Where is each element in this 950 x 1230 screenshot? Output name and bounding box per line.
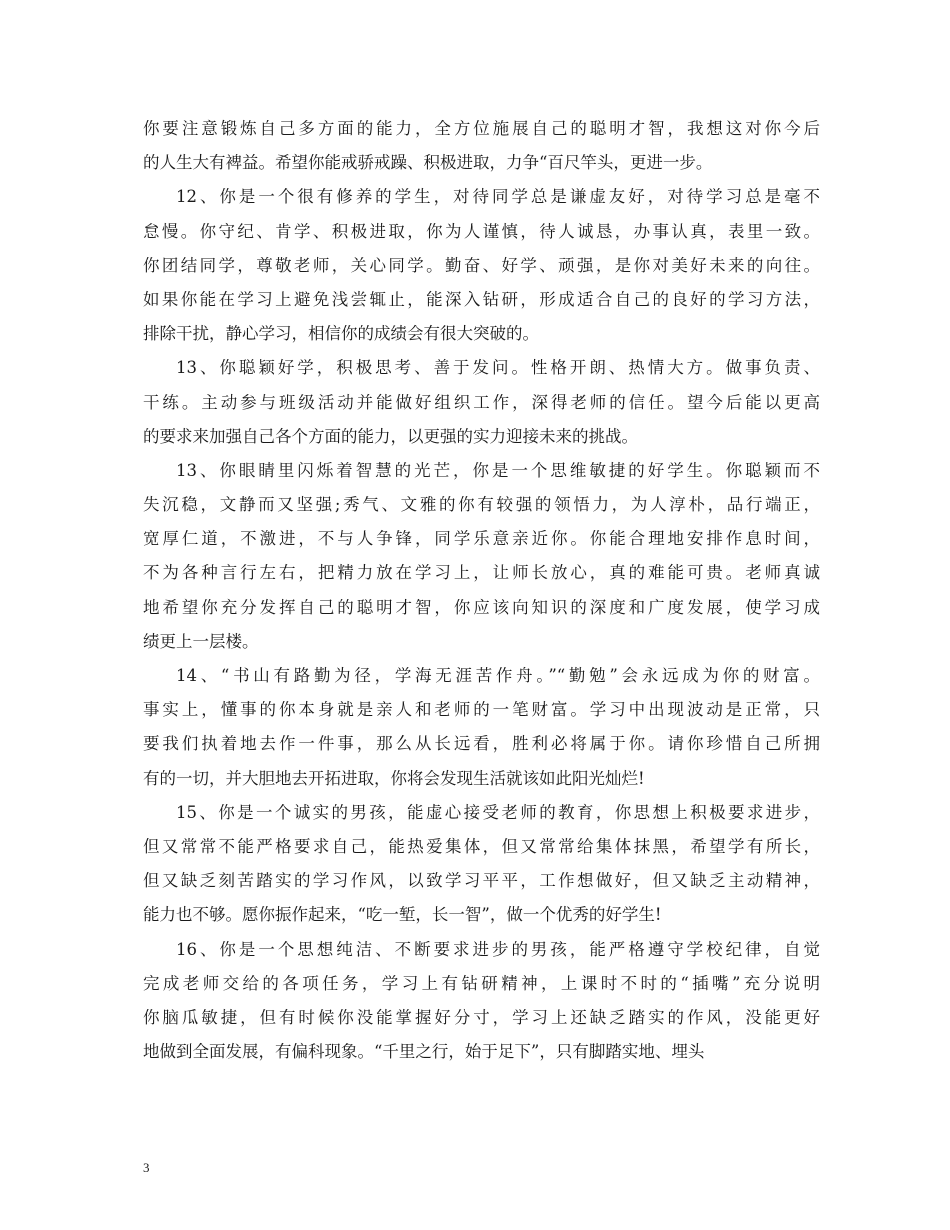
paragraph (143, 933, 820, 1070)
text-line: 有的一切，并大胆地去开拓进取，你将会发现生活就该如此阳光灿烂! (143, 768, 645, 788)
text-line: 16、你是一个思想纯洁、不断要求进步的男孩，能严格遵守学校纪律，自觉 (176, 939, 820, 959)
text-line: 不为各种言行左右，把精力放在学习上，让师长放心，真的难能可贵。老师真诚 (143, 563, 820, 583)
text-line: 事实上，懂事的你本身就是亲人和老师的一笔财富。学习中出现波动是正常，只 (143, 700, 820, 720)
text-line: 如果你能在学习上避免浅尝辄止，能深入钻研，形成适合自己的良好的学习方法， (143, 289, 820, 309)
text-line: 14、“书山有路勤为径，学海无涯苦作舟。”“勤勉”会永远成为你的财富。 (176, 666, 820, 685)
text-line: 你脑瓜敏捷，但有时候你没能掌握好分寸，学习上还缺乏踏实的作风，没能更好 (143, 1007, 820, 1027)
text-line: 的人生大有裨益。希望你能戒骄戒躁、积极进取，力争“百尺竿头，更进一步。 (143, 153, 713, 173)
paragraph (143, 112, 820, 180)
paragraph (143, 659, 820, 796)
text-line: 绩更上一层楼。 (143, 631, 259, 651)
paragraph (143, 796, 820, 933)
text-line: 15、你是一个诚实的男孩，能虚心接受老师的教育，你思想上积极要求进步， (176, 802, 820, 822)
page-number: 3 (143, 1160, 150, 1175)
text-line: 排除干扰，静心学习，相信你的成绩会有很大突破的。 (143, 324, 539, 344)
text-line: 但又常常不能严格要求自己，能热爱集体，但又常常给集体抹黑，希望学有所长， (143, 836, 820, 856)
text-line: 怠慢。你守纪、肯学、积极进取，你为人谨慎，待人诚恳，办事认真，表里一致。 (143, 221, 820, 241)
text-line: 12、你是一个很有修养的学生，对待同学总是谦虚友好，对待学习总是毫不 (176, 187, 820, 207)
text-line: 但又缺乏刻苦踏实的学习作风，以致学习平平，工作想做好，但又缺乏主动精神， (143, 871, 820, 891)
text-line: 的要求来加强自己各个方面的能力，以更强的实力迎接未来的挑战。 (143, 426, 638, 446)
text-line: 你团结同学，尊敬老师，关心同学。勤奋、好学、顽强，是你对美好未来的向往。 (143, 255, 820, 275)
text-line: 完成老师交给的各项任务，学习上有钻研精神，上课时不时的“插嘴”充分说明 (143, 973, 820, 993)
paragraph (143, 351, 820, 454)
text-line: 宽厚仁道，不激进，不与人争锋，同学乐意亲近你。你能合理地安排作息时间， (143, 529, 820, 549)
text-line: 干练。主动参与班级活动并能做好组织工作，深得老师的信任。望今后能以更高 (143, 392, 820, 412)
paragraph (143, 180, 820, 351)
text-line: 13、你聪颖好学，积极思考、善于发问。性格开朗、热情大方。做事负责、 (176, 358, 820, 378)
text-line: 能力也不够。愿你振作起来，“吃一堑，长一智”，做一个优秀的好学生! (143, 905, 662, 925)
document-body (143, 112, 820, 1069)
text-line: 13、你眼睛里闪烁着智慧的光芒，你是一个思维敏捷的好学生。你聪颖而不 (176, 460, 820, 480)
paragraph (143, 454, 820, 659)
text-line: 地做到全面发展，有偏科现象。“千里之行，始于足下”，只有脚踏实地、埋头 (143, 1042, 705, 1062)
text-line: 地希望你充分发挥自己的聪明才智，你应该向知识的深度和广度发展，使学习成 (143, 597, 820, 617)
text-line: 失沉稳，文静而又坚强;秀气、文雅的你有较强的领悟力，为人淳朴，品行端正， (143, 495, 820, 515)
text-line: 你要注意锻炼自己多方面的能力，全方位施展自己的聪明才智，我想这对你今后 (143, 119, 820, 138)
text-line: 要我们执着地去作一件事，那么从长远看，胜利必将属于你。请你珍惜自己所拥 (143, 734, 820, 754)
